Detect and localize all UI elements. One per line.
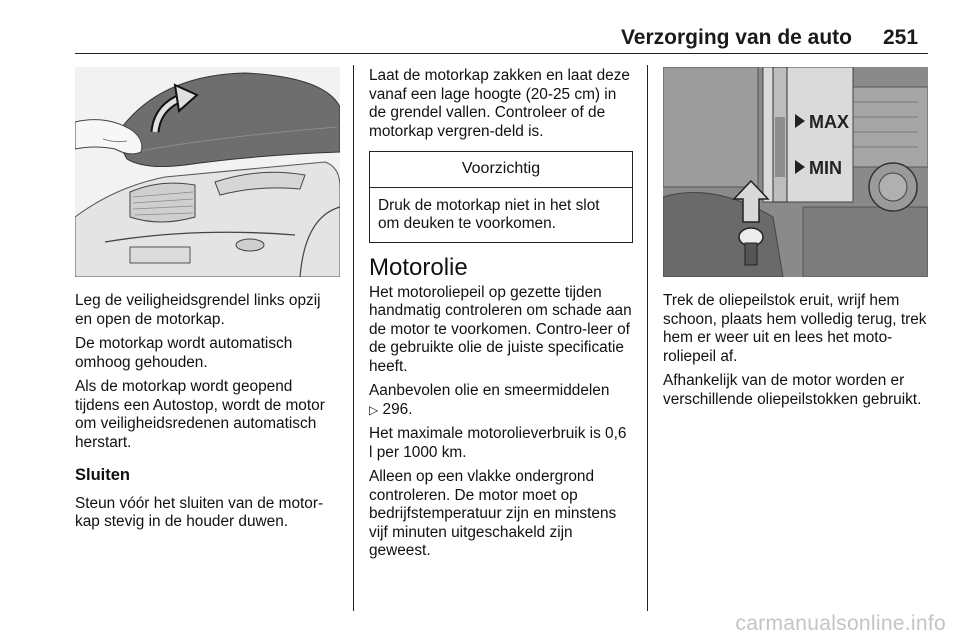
caution-title: Voorzichtig [370,152,632,188]
watermark-url: carmanualsonline.info [735,612,946,635]
column-2 [369,67,633,567]
page-reference-link[interactable]: 296. [382,400,413,418]
caution-box [369,151,633,243]
paragraph-recommended-oil [369,382,633,419]
paragraph-dipstick-procedure: Trek de oliepeilstok eruit, wrijf hem schoon, plaats hem volledig terug, trek hem er weer uit en lees het moto-roliepeil af. [663,292,927,365]
hood-opening-illustration [75,67,340,277]
paragraph-closing: Steun vóór het sluiten van de motor-kap stevig in de houder duwen. [75,494,324,530]
header-rule [75,53,928,54]
cross-reference-icon: ▷ [369,402,379,417]
column-3 [663,292,931,415]
column-divider-right [647,65,648,611]
paragraph-hood-held: De motorkap wordt automatisch omhoog gehouden. [75,335,293,371]
max-label: MAX [809,112,849,132]
caution-text: Druk de motorkap niet in het slot om deuken te voorkomen. [378,196,600,232]
recommended-oil-text: Aanbevolen olie en smeermiddelen [369,382,610,399]
paragraph-safety-catch: Leg de veiligheidsgrendel links opzij en open de motorkap. [75,292,321,328]
heading-closing: Sluiten [75,466,131,484]
paragraph-oil-check: Het motoroliepeil op gezette tijden handmatig controleren om schade aan de motor te voorkomen. Contro-leer of de gebruikte olie de juiste specificatie heeft. [369,283,632,375]
dipstick-illustration [663,67,928,277]
min-label: MIN [809,158,842,178]
running-header-title: Verzorging van de auto [620,26,852,49]
page-number: 251 [883,26,919,49]
paragraph-lower-hood: Laat de motorkap zakken en laat deze vanaf een lage hoogte (20-25 cm) in de grendel vallen. Controleer of de motorkap vergren-deld is. [369,67,630,140]
paragraph-oil-consumption: Het maximale motorolieverbruik is 0,6 l per 1000 km. [369,425,627,461]
paragraph-dipstick-variants: Afhankelijk van de motor worden er verschillende oliepeilstokken gebruikt. [663,372,922,408]
column-1 [75,292,340,538]
heading-engine-oil: Motorolie [369,253,468,281]
paragraph-autostop: Als de motorkap wordt geopend tijdens een Autostop, wordt de motor om veiligheidsredenen automatisch herstart. [75,378,325,451]
paragraph-level-ground: Alleen op een vlakke ondergrond controleren. De motor moet op bedrijfstemperatuur zijn en minstens vijf minuten uitgeschakeld zijn geweest. [369,468,617,559]
column-divider-left [353,65,354,611]
